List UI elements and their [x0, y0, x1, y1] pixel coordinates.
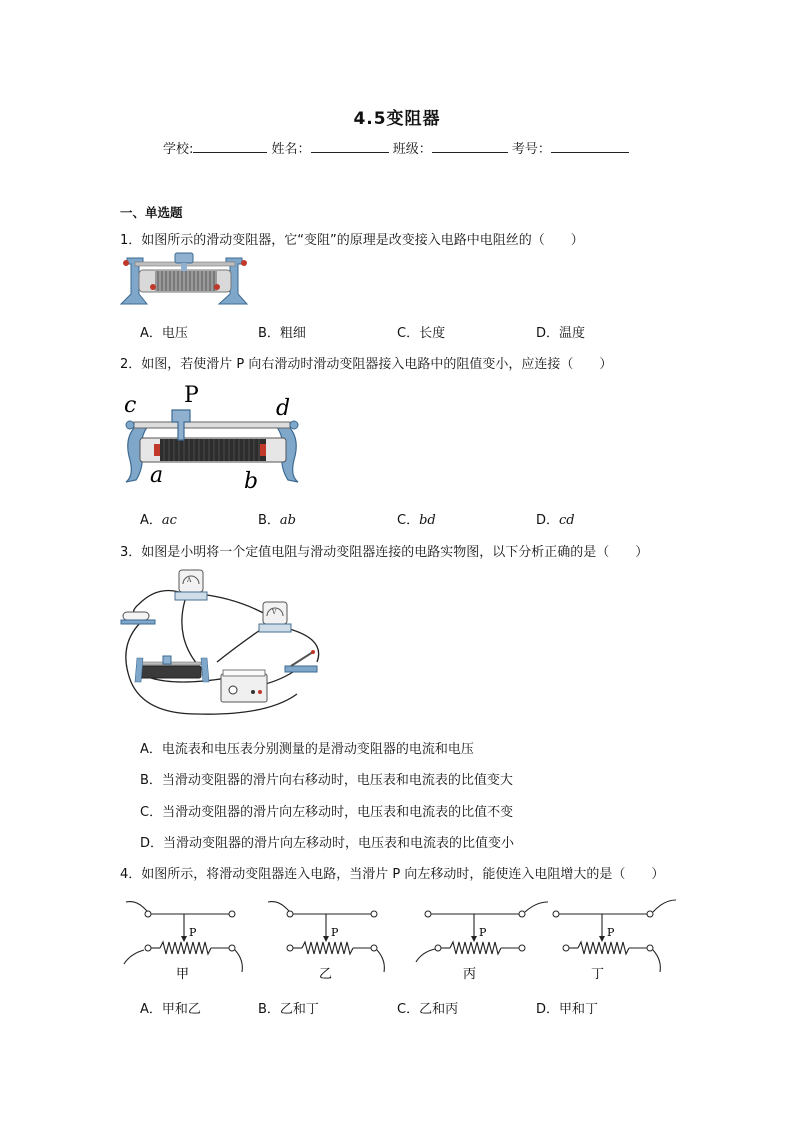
school-blank	[193, 138, 267, 153]
rheostat-photo-figure	[117, 250, 252, 312]
q2-option-b[interactable]	[258, 509, 296, 528]
q2-option-b-value: ab	[279, 513, 296, 528]
voltmeter-label: V	[272, 609, 277, 616]
q3-option-c[interactable]: C．当滑动变阻器的滑片向左移动时，电压表和电流表的比值不变	[140, 805, 514, 820]
terminal-label-a: a	[150, 463, 164, 488]
q4-option-a[interactable]: A．甲和乙	[140, 1002, 201, 1017]
rheostat-terminal-figure	[120, 380, 305, 492]
q2-option-c[interactable]	[397, 509, 436, 528]
number-blank	[551, 138, 629, 153]
terminal-label-b: b	[244, 469, 259, 492]
slider-label-bing: P	[479, 926, 487, 939]
slider-label-yi: P	[331, 926, 339, 939]
student-info-line	[163, 138, 629, 157]
q1-option-a[interactable]: A．电压	[140, 326, 188, 341]
q4-option-d[interactable]: D．甲和丁	[536, 1002, 599, 1017]
circuit-photo-figure	[117, 566, 332, 722]
class-label: 班级：	[392, 142, 432, 157]
q2-option-d-prefix: D．	[536, 513, 560, 528]
slider-label-ding: P	[607, 926, 615, 939]
q2-option-c-prefix: C．	[397, 513, 420, 528]
q4-option-c[interactable]: C．乙和丙	[397, 1002, 459, 1017]
rheostat-connections-figure	[118, 890, 678, 982]
terminal-label-c: c	[124, 393, 137, 418]
q3-option-b[interactable]: B．当滑动变阻器的滑片向右移动时，电压表和电流表的比值变大	[140, 773, 513, 788]
q2-option-a-value: ac	[161, 513, 177, 528]
q1-option-d[interactable]: D．温度	[536, 326, 586, 341]
slider-label-p: P	[184, 383, 199, 408]
number-label: 考号：	[511, 142, 551, 157]
page-title: 4.5变阻器	[353, 109, 441, 129]
question-2-stem: 2．如图，若使滑片 P 向右滑动时滑动变阻器接入电路中的阻值变小，应连接（ ）	[120, 357, 613, 372]
diagram-ding	[553, 900, 676, 972]
q2-option-a[interactable]	[140, 509, 177, 528]
q1-option-b[interactable]: B．粗细	[258, 326, 306, 341]
ammeter-label: A	[187, 577, 192, 584]
q3-option-a[interactable]: A．电流表和电压表分别测量的是滑动变阻器的电流和电压	[140, 742, 474, 757]
terminal-label-d: d	[276, 396, 291, 421]
diagram-label-jia: 甲	[176, 967, 190, 982]
question-1-stem: 1．如图所示的滑动变阻器，它“变阻”的原理是改变接入电路中电阻丝的（ ）	[120, 233, 584, 248]
diagram-label-bing: 丙	[463, 967, 477, 982]
name-blank	[311, 138, 389, 153]
question-4-stem: 4．如图所示，将滑动变阻器连入电路，当滑片 P 向左移动时，能使连入电阻增大的是（ ）	[120, 867, 665, 882]
school-label: 学校:	[163, 142, 194, 157]
q2-option-a-prefix: A．	[140, 513, 162, 528]
q2-option-d[interactable]	[536, 509, 575, 528]
q3-option-d[interactable]: D．当滑动变阻器的滑片向左移动时，电压表和电流表的比值变小	[140, 836, 515, 851]
diagram-label-ding: 丁	[591, 967, 605, 982]
diagram-bing	[416, 902, 548, 962]
q2-option-d-value: cd	[559, 513, 575, 528]
q1-option-c[interactable]: C．长度	[397, 326, 446, 341]
diagram-jia	[124, 902, 242, 972]
q2-option-c-value: bd	[419, 513, 436, 528]
section-title: 一、单选题	[120, 205, 183, 220]
diagram-label-yi: 乙	[319, 967, 333, 982]
diagram-yi	[268, 902, 384, 972]
q2-option-b-prefix: B．	[258, 513, 280, 528]
question-3-stem: 3．如图是小明将一个定值电阻与滑动变阻器连接的电路实物图，以下分析正确的是（ ）	[120, 545, 649, 560]
name-label: 姓名：	[271, 142, 311, 157]
q4-option-b[interactable]: B．乙和丁	[258, 1002, 319, 1017]
class-blank	[432, 138, 508, 153]
slider-label-jia: P	[189, 926, 197, 939]
